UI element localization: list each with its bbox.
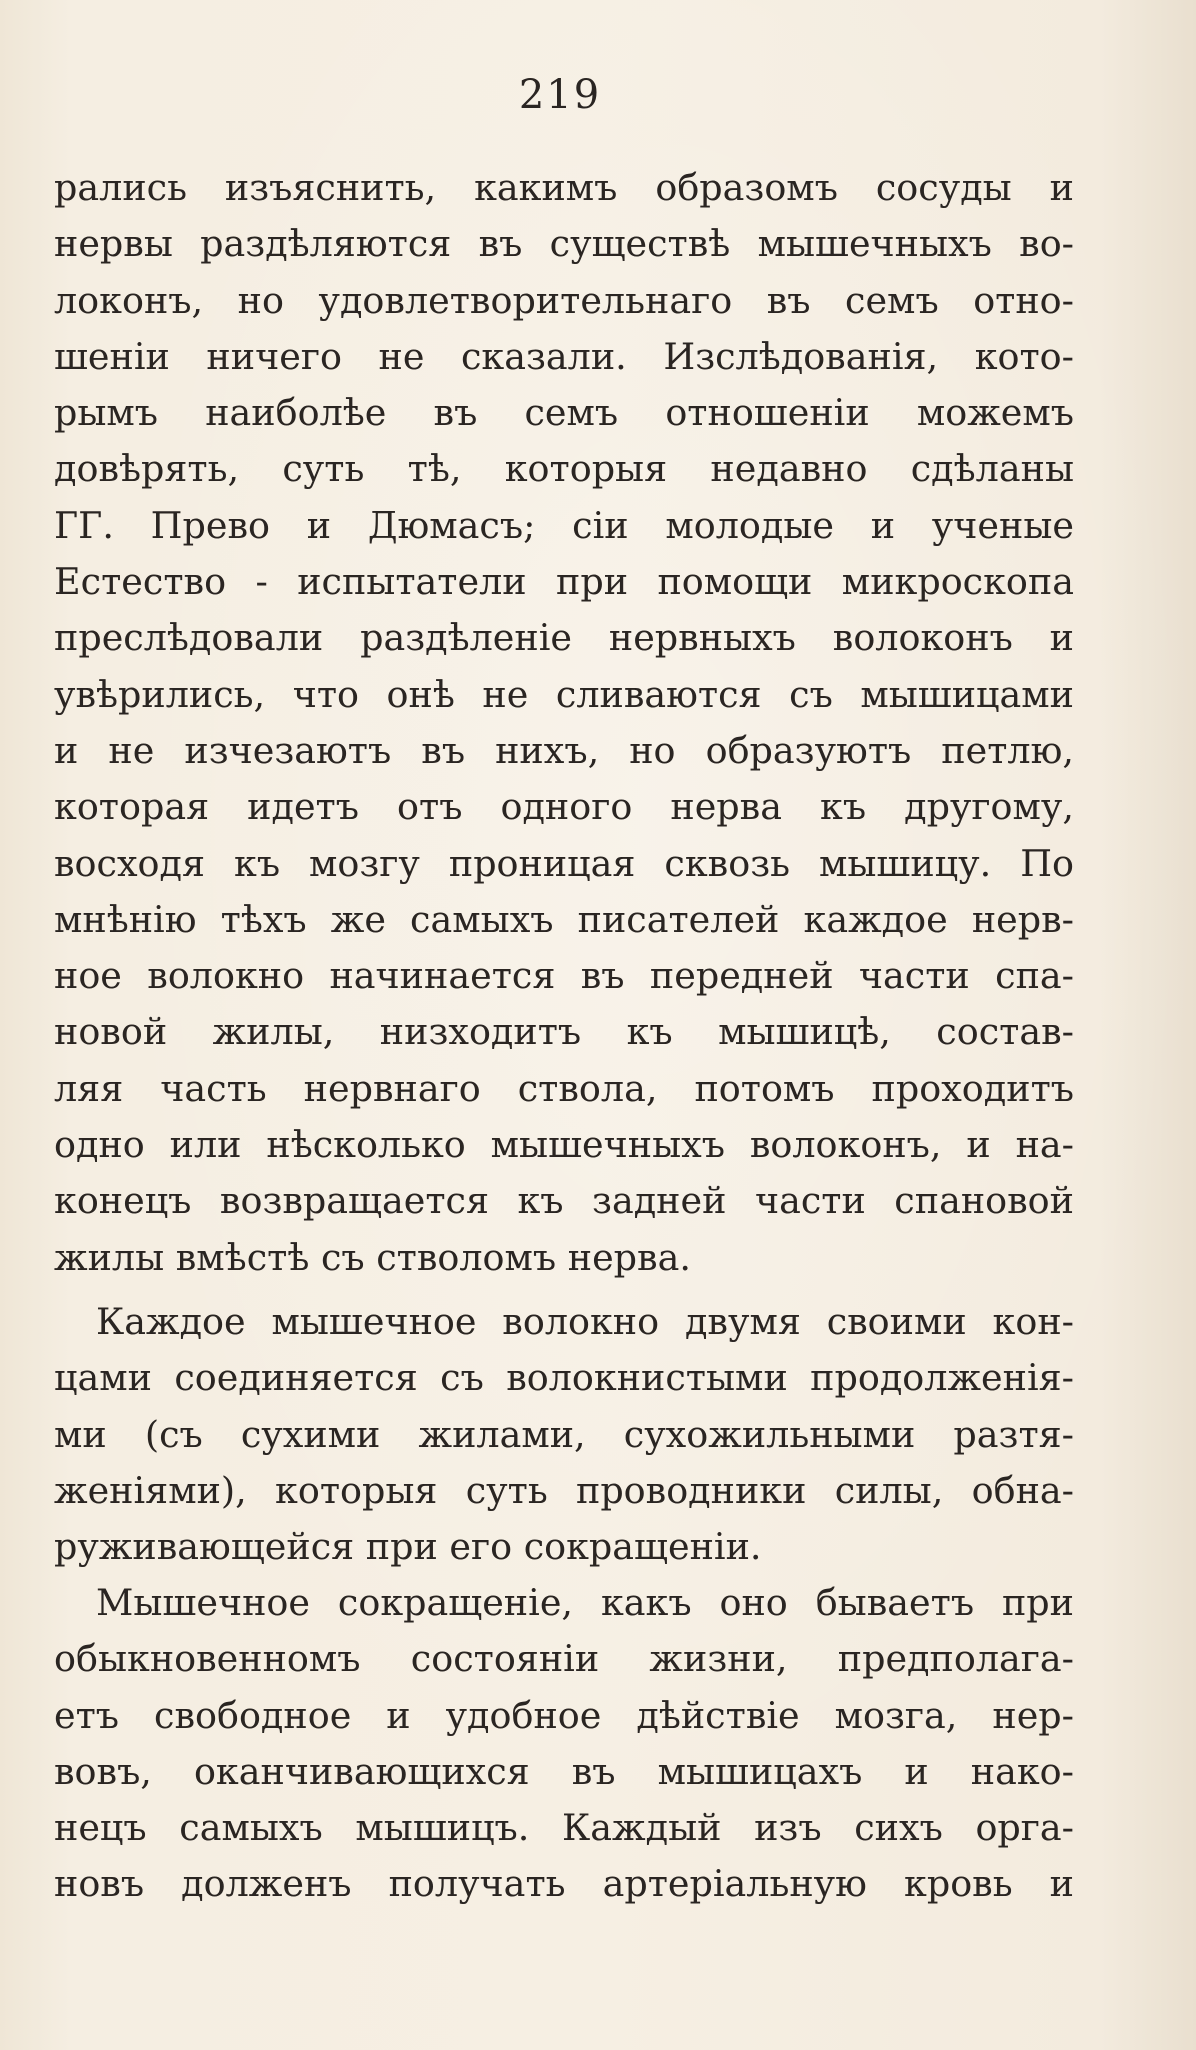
text-line: ГГ. Прево и Дюмасъ; сіи молодые и ученые <box>54 503 1074 547</box>
text-line: новъ долженъ получать артеріальную кровь и <box>54 1862 1074 1906</box>
text-line: обыкновенномъ состояніи жизни, предполага- <box>54 1637 1074 1681</box>
text-line: Мышечное сокращеніе, какъ оно бываетъ при <box>96 1581 1074 1624</box>
text-line: которая идетъ отъ одного нерва къ другому, <box>54 785 1074 829</box>
text-line: женіями), которыя суть проводники силы, обна- <box>54 1468 1074 1512</box>
text-line: нецъ самыхъ мышицъ. Каждый изъ сихъ орга- <box>54 1806 1074 1850</box>
text-line: рались изъяснить, какимъ образомъ сосуды и <box>54 166 1074 209</box>
page-number: 219 <box>518 72 602 118</box>
text-line: Каждое мышечное волокно двумя своими кон- <box>96 1300 1074 1343</box>
text-line: преслѣдовали раздѣленіе нервныхъ волоконъ и <box>54 616 1074 660</box>
text-line: рымъ наиболѣе въ семъ отношеніи можемъ <box>54 391 1074 435</box>
text-line: новой жилы, низходитъ къ мышицѣ, состав- <box>54 1010 1074 1054</box>
text-line: ляя часть нервнаго ствола, потомъ проходитъ <box>54 1066 1074 1110</box>
text-line: увѣрились, что онѣ не сливаются съ мышицами <box>54 672 1074 716</box>
text-line: конецъ возвращается къ задней части спановой <box>54 1179 1074 1223</box>
text-line: етъ свободное и удобное дѣйствіе мозга, нер- <box>54 1693 1074 1737</box>
text-line: и не изчезаютъ въ нихъ, но образуютъ петлю, <box>54 728 1074 772</box>
paragraph-1 <box>54 160 1074 1286</box>
text-line: шеніи ничего не сказали. Изслѣдованія, кото- <box>54 334 1074 378</box>
text-line: Естество - испытатели при помощи микроскопа <box>54 560 1074 604</box>
text-line: нервы раздѣляются въ существѣ мышечныхъ во- <box>54 222 1074 266</box>
paragraph-2 <box>54 1294 1074 1575</box>
text-line: ное волокно начинается въ передней части спа- <box>54 954 1074 998</box>
text-line: довѣрять, суть тѣ, которыя недавно сдѣланы <box>54 447 1074 491</box>
text-line: одно или нѣсколько мышечныхъ волоконъ, и на- <box>54 1123 1074 1167</box>
text-line: локонъ, но удовлетворительнаго въ семъ отно- <box>54 278 1074 322</box>
text-line: жилы вмѣстѣ съ стволомъ нерва. <box>54 1235 691 1279</box>
text-line: цами соединяется съ волокнистыми продолженія- <box>54 1356 1074 1400</box>
paragraph-3 <box>54 1575 1074 1913</box>
text-line: руживающейся при его сокращеніи. <box>54 1525 762 1569</box>
text-line: вовъ, оканчивающихся въ мышицахъ и нако- <box>54 1749 1074 1793</box>
text-line: ми (съ сухими жилами, сухожильными разтя- <box>54 1412 1074 1456</box>
text-line: мнѣнію тѣхъ же самыхъ писателей каждое нерв- <box>54 897 1074 941</box>
text-line: восходя къ мозгу проницая сквозь мышицу. По <box>54 841 1074 885</box>
